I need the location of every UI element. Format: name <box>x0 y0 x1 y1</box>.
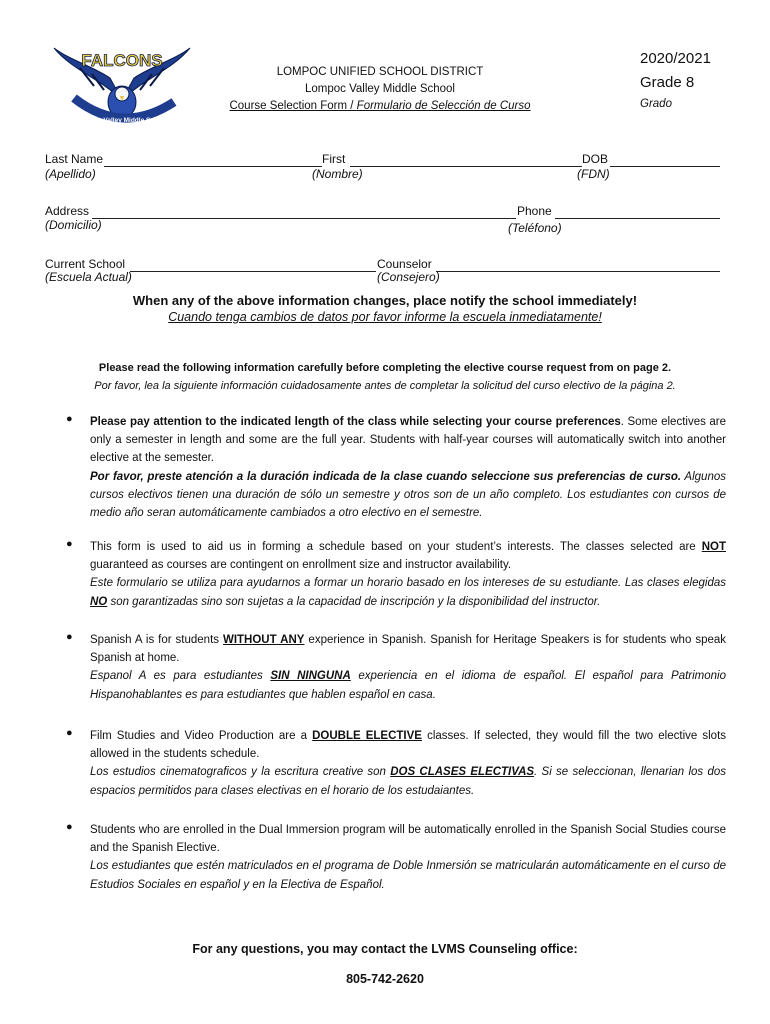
dob-field[interactable] <box>610 166 720 167</box>
bullet-not-guaranteed: This form is used to aid us in forming a schedule based on your student’s interests. The classes selected are NOT guaranteed as courses are contingent on enrollment size and instructor availability. Este formulario se utiliza para ayudarnos a formar un horario basado en los intereses de su estudiante. Las clases elegidas NO son garantizadas sino son sujetas a la capacidad de inscripción y la disponibilidad del instructor. <box>90 541 726 608</box>
dob-label: DOB <box>582 152 609 166</box>
instructions-en: Please read the following information carefully before completing the elective course request from on page 2. <box>98 362 672 374</box>
dob-label-es: (FDN) <box>577 167 610 181</box>
first-name-field[interactable] <box>350 166 582 167</box>
school-name: Lompoc Valley Middle School <box>304 83 455 95</box>
logo-ring-text: Lompoc Valley Middle School <box>76 117 168 124</box>
contact-text: For any questions, you may contact the LVMS Counseling office: <box>192 942 578 956</box>
address-label: Address <box>45 204 90 218</box>
contact-phone: 805-742-2620 <box>346 972 424 986</box>
logo-title: FALCONS <box>81 51 163 70</box>
address-field[interactable] <box>92 218 516 219</box>
current-school-label: Current School <box>45 257 126 271</box>
grade-label-es: Grado <box>640 98 672 110</box>
current-school-label-es: (Escuela Actual) <box>45 270 132 284</box>
falcons-logo <box>52 40 192 132</box>
phone-label: Phone <box>517 204 552 218</box>
page-header <box>195 64 565 115</box>
current-school-field[interactable] <box>130 271 376 272</box>
bullet-double-elective: Film Studies and Video Production are a DOUBLE ELECTIVE classes. If selected, they would fill the two elective slots allowed in the students schedule. Los estudios cinematograficos y la escritura creative son DOS CLASES ELECTIVAS. Si se seleccionan, llenarian los dos espacios permitidos para clases electivas en el horario de los estudaiantes. <box>90 730 727 797</box>
instructions <box>0 359 770 395</box>
phone-field[interactable] <box>555 218 720 219</box>
bullet-icon: ● <box>66 821 73 833</box>
bullet-course-length: Please pay attention to the indicated length of the class while selecting your course preferences. Some electives are only a semester in length and some are the full year. Students with half-year courses will automatically switch into another elective at the semester. Por favor, preste atención a la duración indicada de la clase cuando seleccione sus preferencias de curso. Algunos cursos electivos tienen una duración de sólo un semestre y otros son de un año completo. Los estudiantes con cursos de medio año seran automáticamente cambiados a otro electivo en el semestre. <box>90 416 727 520</box>
bullet-icon: ● <box>66 727 73 739</box>
counselor-field[interactable] <box>436 271 720 272</box>
bullet-dual-immersion: Students who are enrolled in the Dual Immersion program will be automatically enrolled in the Spanish Social Studies course and the Spanish Elective. Los estudiantes que estén matriculados en el programa de Doble Inmersión se matricularán automáticamente en el curso de Estudios Sociales en español y en la Electiva de Español. <box>90 824 726 891</box>
form-title: Course Selection Form / Formulario de Selección de Curso <box>229 100 531 112</box>
change-notice <box>0 293 770 324</box>
bullet-spanish-a: Spanish A is for students WITHOUT ANY experience in Spanish. Spanish for Heritage Speakers is for students who speak Spanish at home. Espanol A es para estudiantes SIN NINGUNA experiencia en el idioma de español. El español para Patrimonio Hispanohablantes es para estudiantes que hablen español en casa. <box>90 634 727 701</box>
grade-label: Grade 8 <box>640 74 695 91</box>
counselor-label-es: (Consejero) <box>377 270 440 284</box>
district-name: LOMPOC UNIFIED SCHOOL DISTRICT <box>276 66 484 78</box>
first-name-label: First <box>322 152 346 166</box>
change-notice-en: When any of the above information changes, place notify the school immediately! <box>132 293 638 308</box>
bullet-icon: ● <box>66 538 73 550</box>
last-name-field[interactable] <box>104 166 322 167</box>
phone-label-es: (Teléfono) <box>508 221 562 235</box>
bullet-icon: ● <box>66 631 73 643</box>
bullet-icon: ● <box>66 413 73 425</box>
instructions-es: Por favor, lea la siguiente información cuidadosamente antes de completar la solicitud del curso electivo de la página 2. <box>94 380 676 392</box>
change-notice-es: Cuando tenga cambios de datos por favor informe la escuela inmediatamente! <box>168 310 602 324</box>
counselor-label: Counselor <box>377 257 432 271</box>
last-name-label-es: (Apellido) <box>45 167 96 181</box>
address-label-es: (Domicilio) <box>45 218 102 232</box>
last-name-label: Last Name <box>45 152 104 166</box>
school-year: 2020/2021 <box>640 50 711 67</box>
first-name-label-es: (Nombre) <box>312 167 363 181</box>
